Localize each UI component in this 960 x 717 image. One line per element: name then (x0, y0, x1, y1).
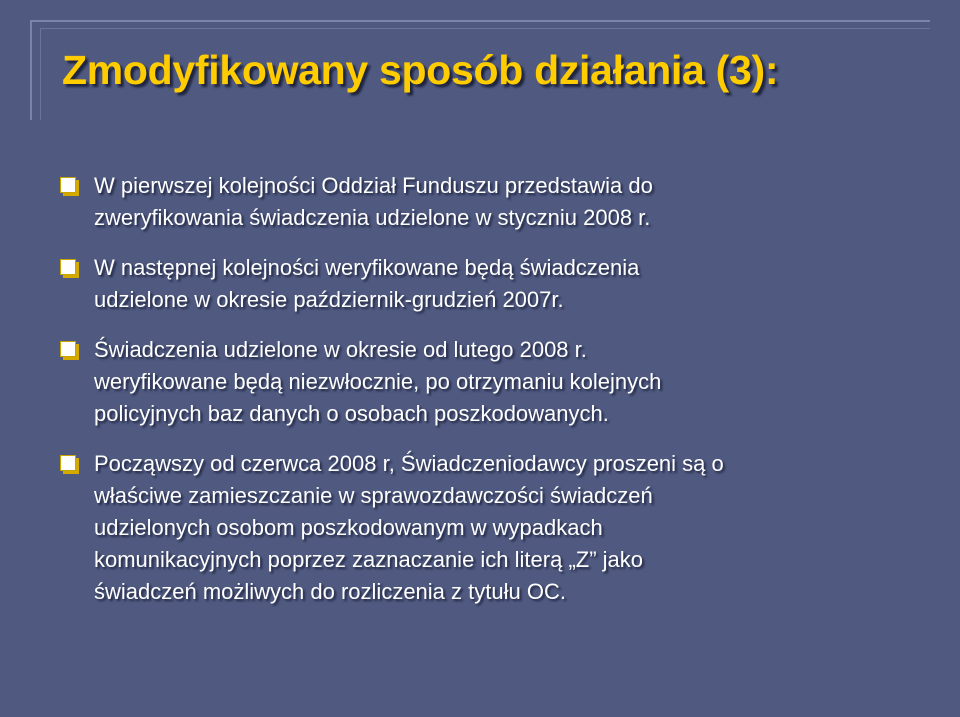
bullet-2-line-1: W następnej kolejności weryfikowane będą świadczenia (94, 255, 640, 280)
bullet-4-line-5: świadczeń możliwych do rozliczenia z tytułu OC. (94, 579, 566, 604)
checkbox-icon (60, 177, 76, 193)
bullet-list (60, 170, 920, 608)
frame-inner-left-line (40, 28, 41, 120)
bullet-2-line-2: udzielone w okresie październik-grudzień 2007r. (94, 287, 564, 312)
slide-title: Zmodyfikowany sposób działania (3): (62, 47, 779, 93)
bullet-4-line-1: Począwszy od czerwca 2008 r, Świadczeniodawcy proszeni są o (94, 451, 724, 476)
bullet-1-line-1: W pierwszej kolejności Oddział Funduszu przedstawia do (94, 173, 653, 198)
bullet-item-1 (60, 170, 920, 234)
frame-inner-top-line (40, 28, 930, 29)
bullet-4-line-2: właściwe zamieszczanie w sprawozdawczości świadczeń (94, 483, 653, 508)
bullet-3-line-1: Świadczenia udzielone w okresie od lutego 2008 r. (94, 337, 587, 362)
bullet-1-line-2: zweryfikowania świadczenia udzielone w styczniu 2008 r. (94, 205, 651, 230)
bullet-3-line-2: weryfikowane będą niezwłocznie, po otrzymaniu kolejnych (94, 369, 662, 394)
checkbox-icon (60, 455, 76, 471)
bullet-item-4 (60, 448, 920, 608)
bullet-4-line-4: komunikacyjnych poprzez zaznaczanie ich literą „Z” jako (94, 547, 644, 572)
bullet-3-line-3: policyjnych baz danych o osobach poszkodowanych. (94, 401, 609, 426)
bullet-4-line-3: udzielonych osobom poszkodowanym w wypadkach (94, 515, 603, 540)
checkbox-icon (60, 259, 76, 275)
bullet-item-3 (60, 334, 920, 430)
bullet-item-2 (60, 252, 920, 316)
checkbox-icon (60, 341, 76, 357)
